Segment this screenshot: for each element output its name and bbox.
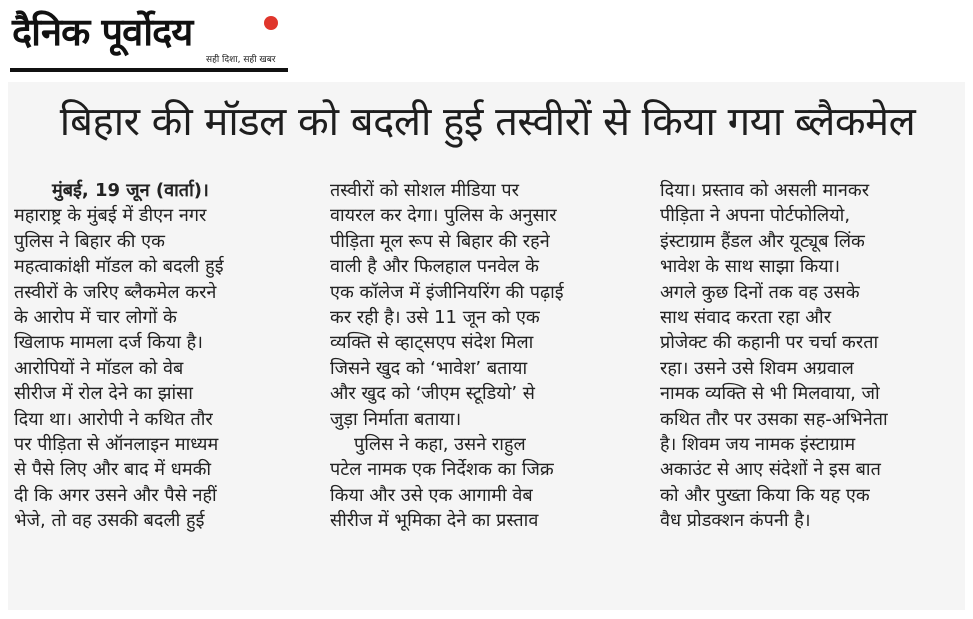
article-line: दिया। प्रस्ताव को असली मानकर — [660, 180, 870, 201]
masthead-rule — [10, 68, 288, 72]
article-line: पुलिस ने कहा, उसने राहुल — [354, 433, 526, 455]
article-line: दिया था। आरोपी ने कथित तौर — [14, 408, 213, 430]
article-line: एक कॉलेज में इंजीनियरिंग की पढ़ाई — [330, 281, 564, 303]
article-line: प्रोजेक्ट की कहानी पर चर्चा करता — [660, 332, 879, 354]
article-line: नामक व्यक्ति से भी मिलवाया, जो — [660, 383, 880, 405]
article-dateline: मुंबई, 19 जून (वार्ता)। — [52, 180, 209, 201]
article-line: महत्वाकांक्षी मॉडल को बदली हुई — [14, 256, 224, 278]
article-column-1 — [14, 178, 320, 533]
article-line: किया और उसे एक आगामी वेब — [330, 484, 533, 506]
article-line: से पैसे लिए और बाद में धमकी — [14, 459, 212, 481]
article-line: वाली है और फिलहाल पनवेल के — [330, 256, 539, 278]
article-line: पीड़िता मूल रूप से बिहार की रहने — [330, 230, 550, 252]
article-headline: बिहार की मॉडल को बदली हुई तस्वीरों से किया गया ब्लैकमेल — [59, 99, 916, 145]
article-line: जिसने खुद को ‘भावेश’ बताया — [330, 357, 528, 379]
article-line: वायरल कर देगा। पुलिस के अनुसार — [330, 205, 557, 227]
logo-dot-icon — [264, 16, 278, 30]
article-line: जुड़ा निर्माता बताया। — [330, 408, 462, 430]
article-line: आरोपियों ने मॉडल को वेब — [14, 357, 184, 379]
article-line: पुलिस ने बिहार की एक — [14, 230, 165, 252]
article-line: भावेश के साथ साझा किया। — [660, 256, 841, 278]
article-line: पर पीड़िता से ऑनलाइन माध्यम — [14, 433, 219, 455]
newspaper-logo: दैनिक पूर्वोदय — [12, 10, 193, 54]
article-line: तस्वीरों को सोशल मीडिया पर — [330, 180, 520, 201]
article-line: कर रही है। उसे 11 जून को एक — [330, 306, 540, 328]
article-line: कथित तौर पर उसका सह-अभिनेता — [660, 408, 888, 430]
article-line: व्यक्ति से व्हाट्सएप संदेश मिला — [330, 332, 534, 354]
article-line: सीरीज में भूमिका देने का प्रस्ताव — [330, 510, 539, 532]
article-line: अकाउंट से आए संदेशों ने इस बात — [660, 459, 881, 481]
article-line: साथ संवाद करता रहा और — [660, 306, 832, 328]
article-line: इंस्टाग्राम हैंडल और यूट्यूब लिंक — [660, 230, 865, 252]
article-line: खिलाफ मामला दर्ज किया है। — [14, 332, 203, 354]
article-line: अगले कुछ दिनों तक वह उसके — [660, 281, 860, 303]
article-line: के आरोप में चार लोगों के — [14, 306, 177, 328]
masthead — [10, 4, 288, 74]
article-column-3 — [660, 178, 956, 533]
article-line: भेजे, तो वह उसकी बदली हुई — [14, 510, 205, 532]
article-line: रहा। उसने उसे शिवम अग्रवाल — [660, 357, 854, 379]
article-line: महाराष्ट्र के मुंबई में डीएन नगर — [14, 205, 207, 227]
article-column-2 — [330, 178, 634, 533]
article-line: दी कि अगर उसने और पैसे नहीं — [14, 484, 217, 506]
article-line: और खुद को ‘जीएम स्टूडियो’ से — [330, 383, 535, 405]
article-line: तस्वीरों के जरिए ब्लैकमेल करने — [14, 281, 217, 303]
article-line: है। शिवम जय नामक इंस्टाग्राम — [660, 433, 856, 455]
article-line: को और पुख्ता किया कि यह एक — [660, 484, 870, 506]
article-line: पटेल नामक एक निर्देशक का जिक्र — [330, 459, 554, 481]
article-line: सीरीज में रोल देने का झांसा — [14, 383, 193, 405]
masthead-tagline: सही दिशा, सही खबर — [206, 55, 276, 65]
article-clipping — [8, 82, 965, 610]
article-line: पीड़िता ने अपना पोर्टफोलियो, — [660, 205, 851, 227]
article-line: वैध प्रोडक्शन कंपनी है। — [660, 510, 811, 532]
